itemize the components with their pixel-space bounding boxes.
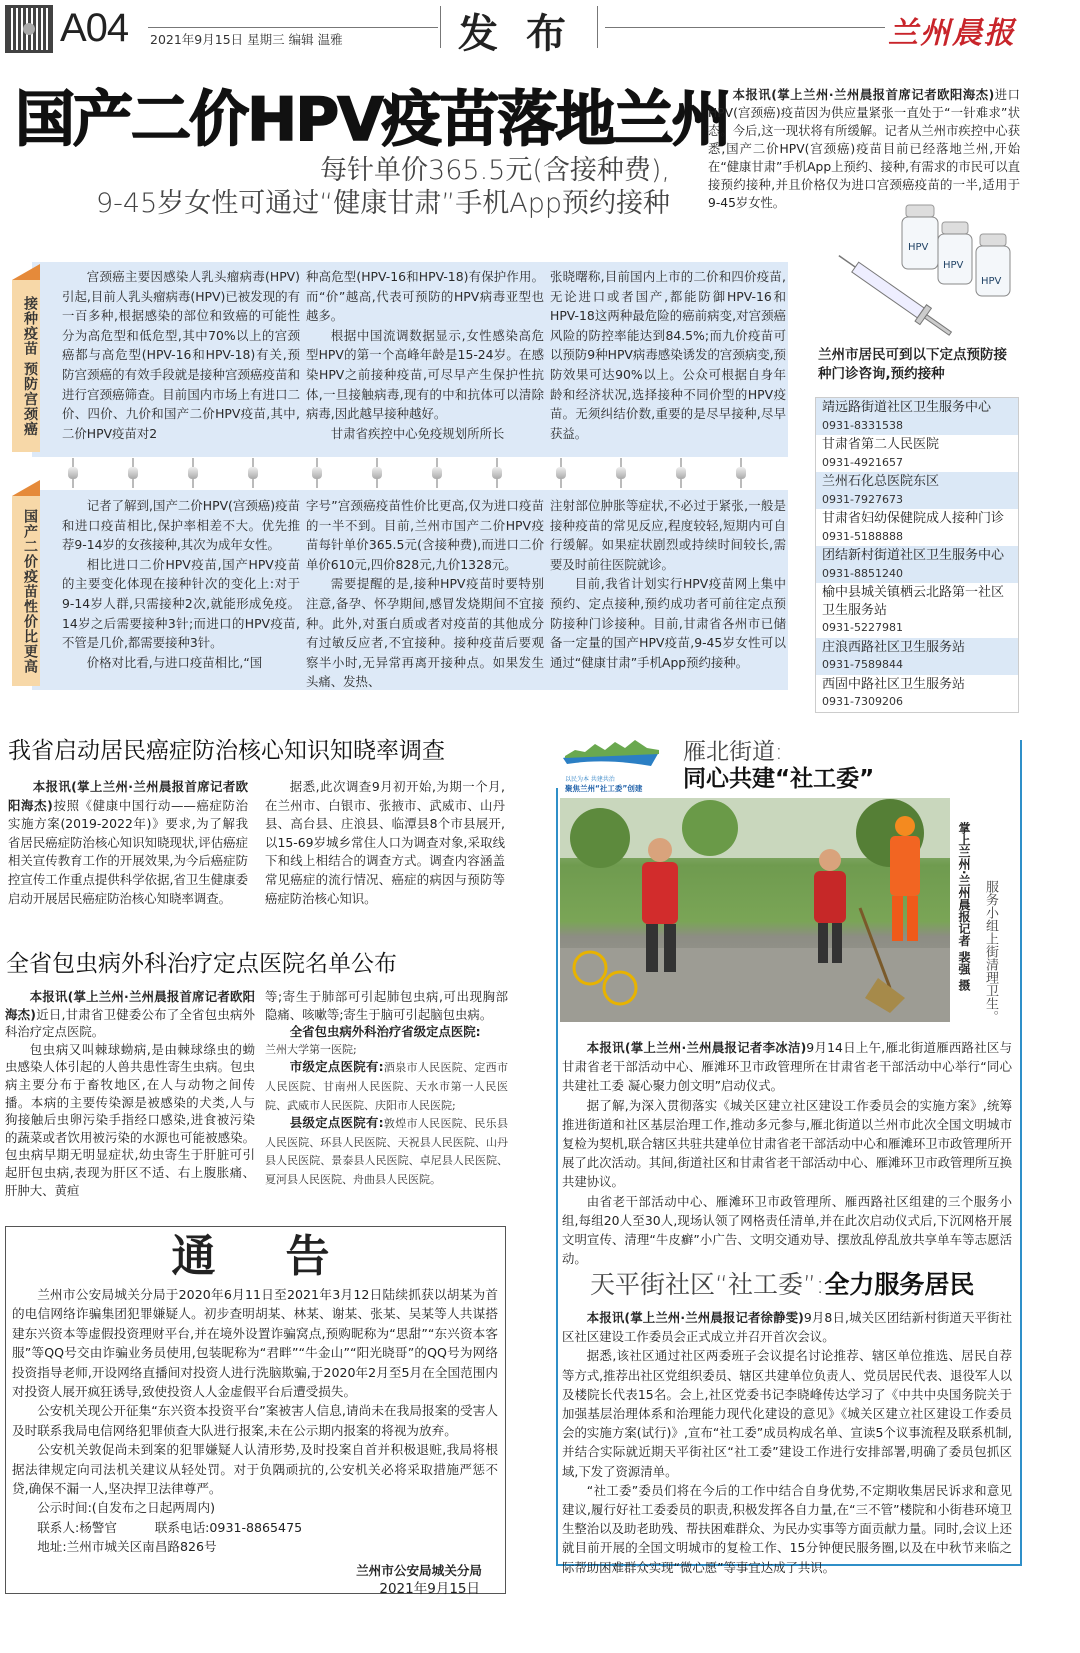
clinics-table xyxy=(815,397,1019,713)
paragraph: 注射部位肿胀等症状,不必过于紧张,一般是接种疫苗的常见反应,程度较轻,短期内可自行缓解。如果症状剧烈或持续时间较长,需要及时前往医院就诊。 xyxy=(550,498,786,572)
paragraph: 相比进口二价HPV疫苗,国产HPV疫苗的主要变化体现在接种针次的变化上:对于9-14岁人群,只需接种2次,就能形成免疫。14岁之后需要接种3针;而进口的HPV疫苗,不管是几价,都需要接种3针。 xyxy=(62,556,300,651)
volunteer-figure xyxy=(814,849,846,963)
paragraph: 公安机关敦促尚未到案的犯罪嫌疑人认清形势,及时投案自首并积极退赃,我局将根据法律规定向司法机关建议从轻处罚。对于负隅顽抗的,公安机关必将采取措施严惩不贷,确保不漏一人,坚决捍卫法律尊严。 xyxy=(12,1442,498,1497)
paragraph: 目前,我省计划实行HPV疫苗网上集中预约、定点接种,预约成功者可前往定点预防接种门诊接种。目前,甘肃省各州市已储备一定量的国产HPV疫苗,9-45岁女性可以通过“健康甘肃”手机App预约接种。 xyxy=(550,576,786,670)
paragraph: 价格对比看,与进口疫苗相比,“国 xyxy=(86,654,263,670)
contact-phone: 联系电话:0931-8865475 xyxy=(154,1519,303,1535)
clinic-row: 靖远路街道社区卫生服务中心 0931-8331538 xyxy=(816,398,1018,435)
paragraph: 记者了解到,国产二价HPV(宫颈癌)疫苗和进口疫苗相比,保护率相差不大。优先推荐9-14岁的女孩接种,其次为成年女性。 xyxy=(62,498,300,553)
article-column xyxy=(306,267,544,443)
vial-icon xyxy=(976,234,1010,296)
subheadline: 每针单价365.5元(含接种费), xyxy=(320,155,670,186)
subheadline: 9-45岁女性可通过“健康甘肃”手机App预约接种 xyxy=(96,188,670,219)
photo-caption: 服务小组上街清理卫生。 xyxy=(983,880,998,1023)
paragraph: “社工委”委员们将在今后的工作中结合自身优势,不定期收集居民诉求和意见建议,履行好社工委委员的职责,积极发挥各自力量,在“三不管”楼院和小街巷环境卫生整治以及助老助残、帮扶困难群众、为民办实事等方面贡献力量。同时,会议上还就目前开展的全国文明城市的复检工作、15分钟便民服务圈,以及在中秋节来临之际帮助困难群众实现“微心愿”等事宜达成了共识。 xyxy=(562,1482,1013,1575)
contact-person: 联系人:杨警官 xyxy=(37,1519,117,1535)
divider xyxy=(597,6,598,48)
page-number: A04 xyxy=(60,6,129,50)
byline: 本报讯(掌上兰州·兰州晨报记者李冰洁) xyxy=(586,1040,807,1055)
divider xyxy=(605,27,885,28)
paragraph: 公安机关现公开征集“东兴资本投资平台”案被害人信息,请尚未在我局报案的受害人及时联系我局电信网络犯罪侦查大队进行报案,未在公示期内报案的将视为放弃。 xyxy=(12,1403,498,1438)
qr-code xyxy=(5,5,53,53)
paragraph: 字号”宫颈癌疫苗性价比更高,仅为进口疫苗的一半不到。目前,兰州市国产二价HPV疫苗每针单价365.5元(含接种费),而进口二价单价610元,四价828元,九价1328元。 xyxy=(306,498,544,572)
intro-text: 进口HPV(宫颈癌)疫苗因为供应量紧张一直处于“一针难求”状态。今后,这一现状将有所缓解。记者从兰州市疾控中心获悉,国产二价HPV(宫颈癌)疫苗目前已经落地兰州,开始在“健康甘肃”手机App上预约、接种,有需求的市民可以直接预约接种,并且价格仅为进口宫颈癌疫苗的一半,适用于9-45岁女性。 xyxy=(708,88,1020,210)
article-column xyxy=(550,267,786,443)
vial-icon xyxy=(902,205,938,269)
clinic-row: 榆中县城关镇栖云北路第一社区卫生服务站 0931-5227981 xyxy=(822,585,1005,634)
paragraph: 近日,甘肃省卫健委公布了全省包虫病外科治疗定点医院。 xyxy=(5,1006,255,1040)
notice-date: 2021年9月15日 xyxy=(379,1581,480,1598)
article-kicker: 雁北街道: xyxy=(683,739,783,765)
news-photo xyxy=(560,798,950,1022)
lead-intro xyxy=(708,86,1020,212)
byline: 本报讯(掌上兰州·兰州晨报记者徐静雯) xyxy=(586,1310,804,1325)
paragraph: 需要提醒的是,接种HPV疫苗时要特别注意,备孕、怀孕期间,感冒发烧期间不宜接种。此外,对蛋白质或者对疫苗的其他成分有过敏反应者,不宜接种。接种疫苗后要观察半小时,无异常再离开接种点。如果发生头痛、发热、 xyxy=(306,576,544,690)
clinic-row: 团结新村街道社区卫生服务中心 0931-8851240 xyxy=(816,546,1018,583)
address: 地址:兰州市城关区南昌路826号 xyxy=(37,1539,217,1555)
article-body xyxy=(562,1038,1012,1268)
headline: 国产二价HPV疫苗落地兰州 xyxy=(15,85,730,155)
clinic-row: 西固中路社区卫生服务站 0931-7309206 xyxy=(822,676,966,708)
article-column xyxy=(265,778,505,908)
byline: 本报讯(掌上兰州·兰州晨报首席记者欧阳海杰) xyxy=(732,88,995,102)
vial-label: HPV xyxy=(943,260,964,271)
byline: 本报讯(掌上兰州·兰州晨报首席记者欧阳海杰) xyxy=(5,989,255,1022)
clinic-row: 兰州石化总医院东区 0931-7927673 xyxy=(816,472,1018,509)
campaign-logo: 以民为本 共建共治 聚焦兰州“社工委”创建 xyxy=(555,730,667,788)
photo-credit: 掌上兰州·兰州晨报记者 裴强 摄 xyxy=(957,822,971,991)
notice-period: 公示时间:(自发布之日起两周内) xyxy=(37,1500,215,1516)
clinics-caption: 兰州市居民可到以下定点预防接种门诊咨询,预约接种 xyxy=(818,347,1007,382)
vaccine-illustration xyxy=(828,200,1018,345)
dateline: 2021年9月15日 星期三 编辑 温雅 xyxy=(150,32,343,47)
article-column xyxy=(265,988,508,1189)
vial-icon xyxy=(938,222,972,284)
article-title: 天平街社区“社工委”:全力服务居民 xyxy=(590,1270,975,1299)
label: 县级定点医院有: xyxy=(289,1115,384,1131)
paragraph: 由省老干部活动中心、雁滩环卫市政管理所、雁西路社区组建的三个服务小组,每组20人至30人,现场认领了网格责任清单,并在此次启动仪式后,下沉网格开展文明宣传、清理“牛皮癣”小广告、文明交通劝导、摆放乱停乱放共享单车等志愿活动。 xyxy=(562,1193,1012,1267)
hospital-list: 酒泉市人民医院、定西市人民医院、甘南州人民医院、天水市第一人民医院、武威市人民医院、庆阳市人民医院; xyxy=(265,1061,508,1112)
label: 市级定点医院有: xyxy=(289,1059,384,1075)
paragraph: 据悉,此次调查9月初开始,为期一个月,在兰州市、白银市、张掖市、武威市、山丹县、高台县、庄浪县、临潭县8个市县展开,以15-69岁城乡常住人口为调查对象,采取线下和线上相结合的调查方式。调查内容涵盖常见癌症的流行情况、癌症的病因与预防等癌症防治核心知识。 xyxy=(265,779,505,906)
byline: 本报讯(掌上兰州·兰州晨报首席记者欧阳海杰) xyxy=(8,779,248,813)
paragraph: 根据中国流调数据显示,女性感染高危型HPV的第一个高峰年龄是15-24岁。在感染HPV之前接种疫苗,可尽早产生保护性抗体,一旦接触病毒,现有的中和抗体可以清除病毒,因此越早接种越好。 xyxy=(306,327,544,422)
divider xyxy=(148,27,438,28)
article-title: 我省启动居民癌症防治核心知识知晓率调查 xyxy=(8,738,445,764)
article-title: 全省包虫病外科治疗定点医院名单公布 xyxy=(6,951,397,977)
vial-label: HPV xyxy=(981,276,1002,287)
section-tab: 接种疫苗 预防宫颈癌 xyxy=(12,280,40,452)
section-tab: 国产二价疫苗性价比更高 xyxy=(12,496,40,686)
article-column xyxy=(5,988,255,1199)
issuer: 兰州市公安局城关分局 xyxy=(356,1562,482,1578)
notice-title: 通告 xyxy=(171,1231,400,1282)
paragraph: 按照《健康中国行动——癌症防治实施方案(2019-2022年)》要求,为了解我省居民癌症防治核心知识知晓现状,评估癌症相关宣传教育工作的开展效果,为今后癌症防控宣传工作重点提供科学依据,省卫生健康委启动开展居民癌症防治核心知晓率调查。 xyxy=(8,797,249,906)
newspaper-logo: 兰州晨报 xyxy=(888,16,1016,51)
paragraph: 据了解,为深入贯彻落实《城关区建立社区建设工作委员会的实施方案》,统筹推进街道和社区基层治理工作,推动多元参与,雁北街道以兰州市此次全国文明城市复检为契机,联合辖区共驻共建单位甘肃省老干部活动中心和雁滩环卫市政管理所开展了此次活动。其间,街道社区和甘肃省老干部活动中心、雁滩环卫市政管理所互换共建协议。 xyxy=(562,1097,1013,1190)
article-body xyxy=(562,1308,1012,1577)
article-column xyxy=(306,496,544,692)
paragraph: 9月14日上午,雁北街道雁西路社区与甘肃省老干部活动中心、雁滩环卫市政管理所在甘肃省老干部活动中心举行“同心共建社工委 凝心聚力创文明”启动仪式。 xyxy=(562,1040,1012,1094)
hospital-list: 兰州大学第一医院; xyxy=(265,1042,357,1056)
paragraph: 张晓曙称,目前国内上市的二价和四价疫苗,无论进口或者国产,都能防御HPV-16和HPV-18这两种最危险的癌前病变,对宫颈癌风险的防控率能达到84.5%;而九价疫苗可以预防9种HPV病毒感染诱发的宫颈病变,预防效果可达90%以上。公众可根据自身年龄和经济状况,选择接种不同价型的HPV疫苗。无须纠结价数,重要的是尽早接种,尽早获益。 xyxy=(550,269,786,441)
clinic-row: 甘肃省第二人民医院 0931-4921657 xyxy=(822,437,940,469)
article-column xyxy=(62,267,300,443)
clinic-row: 甘肃省妇幼保健院成人接种门诊 0931-5188888 xyxy=(822,511,1005,543)
hospital-list: 敦煌市人民医院、民乐县人民医院、环县人民医院、天祝县人民医院、山丹县人民医院、景泰县人民医院、卓尼县人民医院、夏河县人民医院、舟曲县人民医院。 xyxy=(265,1117,508,1186)
paragraph: 包虫病又叫棘球蚴病,是由棘球绦虫的蚴虫感染人体引起的人兽共患性寄生虫病。包虫病主要分布于畜牧地区,在人与动物之间传播。本病的主要传染源是被感染的犬类,人与狗接触后虫卵污染手指经口感染,进食被污染的蔬菜或者饮用被污染的水源也可能被感染。包虫病早期无明显症状,幼虫寄生于肝脏可引起肝包虫病,表现为肝区不适、右上腹胀痛、肝肿大、黄疸 xyxy=(5,1041,255,1198)
vial-label: HPV xyxy=(908,242,929,253)
paragraph: 据悉,该社区通过社区两委班子会议提名讨论推荐、辖区单位推选、居民自荐等方式,推荐出社区党组织委员、辖区共建单位负责人、党员居民代表、退役军人以及楼院长代表15名。会上,社区党委书记李晓峰传达学习了《中共中央国务院关于加强基层治理体系和治理能力现代化建设的意见》《城关区建立社区建设工作委员会的实施方案(试行)》,宣布“社工委”成员构成名单、宣读5个议事流程及联系机制,并结合实际就近期天平街社区“社工委”建设工作进行安排部署,明确了委员包抓区域,下发了资源清单。 xyxy=(562,1348,1013,1479)
paragraph: 种高危型(HPV-16和HPV-18)有保护作用。而“价”越高,代表可预防的HPV病毒亚型也越多。 xyxy=(306,269,544,324)
article-column xyxy=(550,496,786,672)
paragraph: 兰州市公安局城关分局于2020年6月11日至2021年3月12日陆续抓获以胡某为首的电信网络诈骗集团犯罪嫌疑人。初步查明胡某、林某、谢某、张某、吴某等人共谋搭建东兴资本等虚假投资理财平台,并在境外设置诈骗窝点,预购昵称为“思甜”“东兴资本客服”等QQ号交由诈骗业务员使用,包装昵称为“君畔”“牛金山”“阳光晓哥”的QQ号为网络投资指导老师,开设网络直播间对投资人进行洗脑欺骗,于2020年2月至5月在全国范围内对投资人展开疯狂诱导,致使投资人人金虚假平台后遭受损失。 xyxy=(12,1287,498,1400)
paragraph: 等;寄生于肺部可引起肺包虫病,可出现胸部隐痛、咳嗽等;寄生于脑可引起脑包虫病。 xyxy=(265,989,508,1022)
paragraph: 宫颈癌主要因感染人乳头瘤病毒(HPV)引起,目前人乳头瘤病毒(HPV)已被发现的有一百多种,根据感染的部位和致癌的可能性分为高危型和低危型,其中70%以上的宫颈癌都与高危型(HPV-16和HPV-18)有关,预防宫颈癌的有效手段就是接种宫颈癌疫苗和进行宫颈癌筛查。目前国内市场上有进口二价、四价、九价和国产二价HPV疫苗,其中,二价HPV疫苗对2 xyxy=(62,269,300,441)
paragraph: 甘肃省疾控中心免疫规划所所长 xyxy=(330,425,505,441)
police-notice xyxy=(5,1226,506,1598)
notice-body xyxy=(12,1285,498,1600)
clinic-row: 庄浪西路社区卫生服务站 0931-7589844 xyxy=(816,638,1018,675)
label: 全省包虫病外科治疗省级定点医院: xyxy=(289,1024,481,1040)
section-name: 发布 xyxy=(458,10,594,57)
divider xyxy=(440,6,441,48)
paragraph: 9月8日,城关区团结新村街道天平街社区社区建设工作委员会正式成立并召开首次会议。 xyxy=(562,1310,1012,1345)
article-column xyxy=(8,778,248,908)
article-column xyxy=(62,496,300,672)
article-title: 同心共建“社工委” xyxy=(683,766,875,792)
